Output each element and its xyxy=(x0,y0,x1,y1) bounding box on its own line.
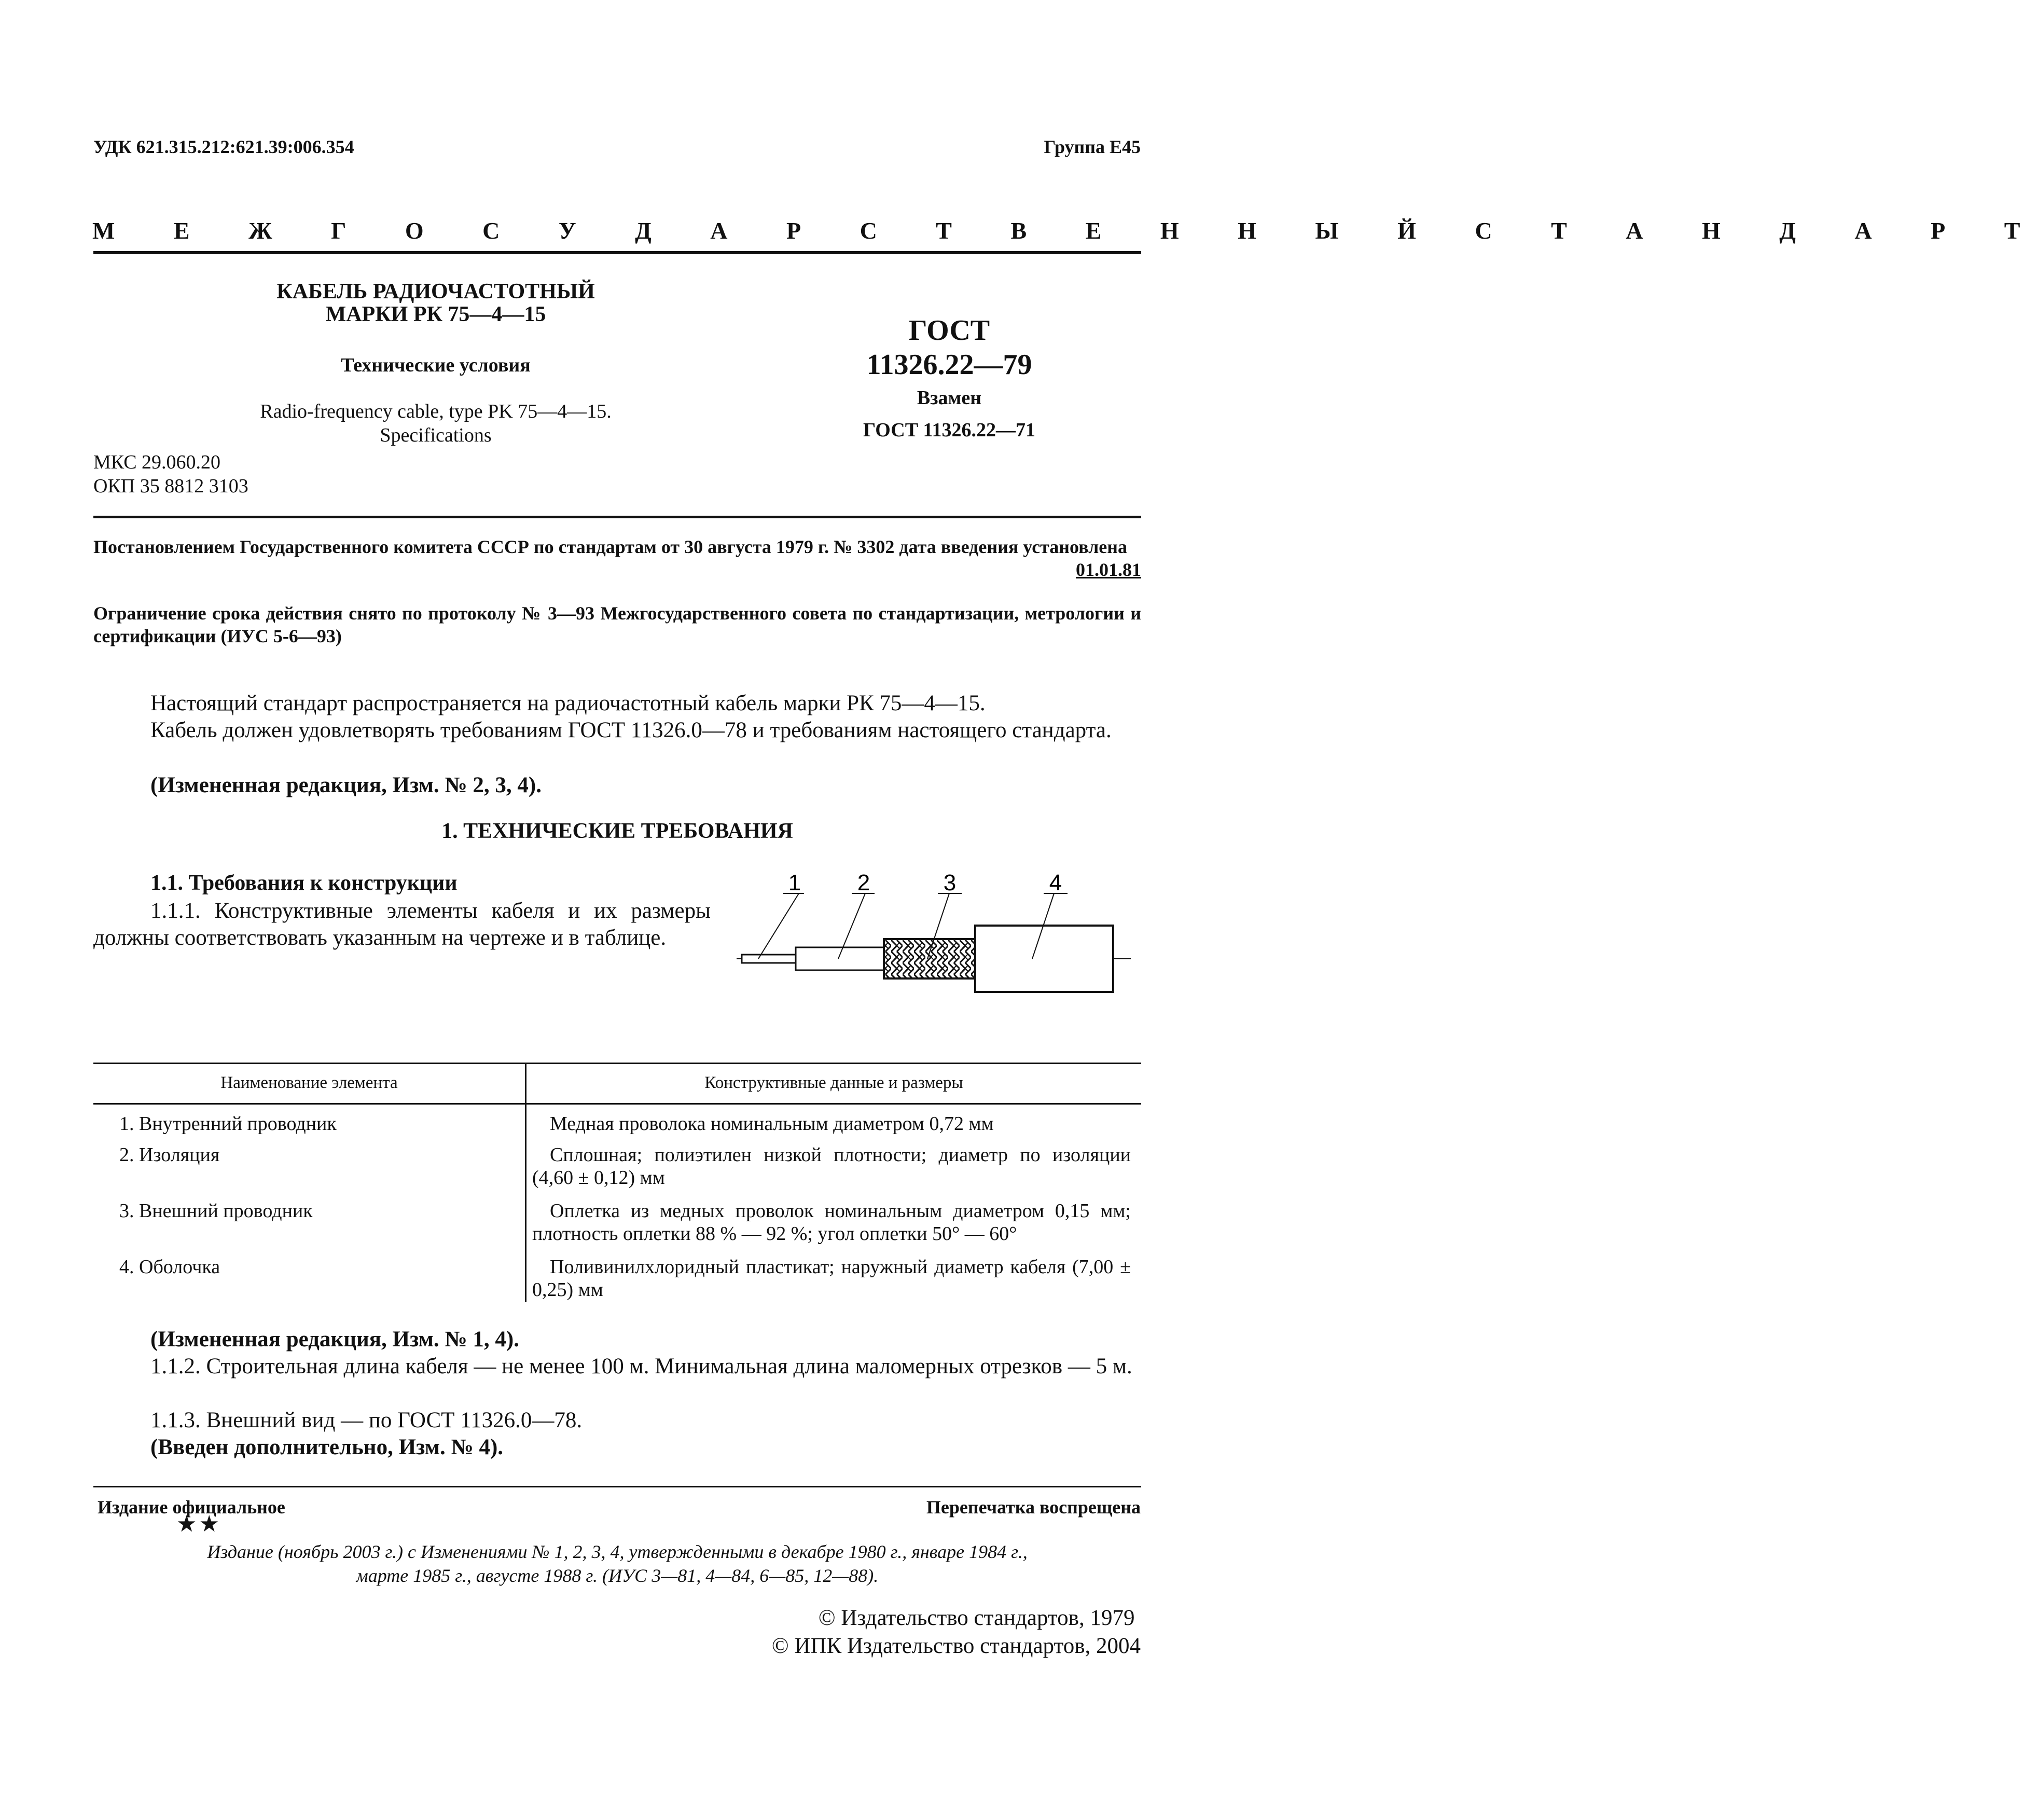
english-title xyxy=(218,399,654,447)
replaces-gost: ГОСТ 11326.22—71 xyxy=(863,419,1035,441)
cable-cross-section-drawing xyxy=(731,872,1136,1006)
copyright-1979: © Издательство стандартов, 1979 xyxy=(818,1606,1135,1630)
requirements-paragraph: Кабель должен удовлетворять требованиям ГОСТ 11326.0—78 и требованиям настоящего стандарта. xyxy=(150,718,1112,742)
table-header-element: Наименование элемента xyxy=(220,1073,398,1092)
copyright-block xyxy=(772,1604,1141,1660)
clause-1-1-3: 1.1.3. Внешний вид — по ГОСТ 11326.0—78. xyxy=(150,1408,583,1432)
adoption-resolution xyxy=(93,535,1141,580)
standard-type-heading: М Е Ж Г О С У Д А Р С Т В Е Н Н Ы Й С Т А Н Д А Р Т xyxy=(92,217,2037,244)
table-row-4-data: Поливинилхлоридный пластикат; наружный диаметр кабеля (7,00 ± 0,25) мм xyxy=(532,1256,1131,1301)
adoption-text: Постановлением Государственного комитета СССР по стандартам от 30 августа 1979 г. № 3302 дата введения установлена xyxy=(93,536,1128,557)
title-line-1: КАБЕЛЬ РАДИОЧАСТОТНЫЙ xyxy=(276,280,595,304)
official-edition-label: Издание официальное xyxy=(98,1497,285,1518)
top-rule xyxy=(93,251,1141,254)
insulation-shape xyxy=(796,947,884,970)
section-heading-1: 1. ТЕХНИЧЕСКИЕ ТРЕБОВАНИЯ xyxy=(441,819,793,843)
edition-line-2: марте 1985 г., августе 1988 г. (ИУС 3—81, 4—84, 6—85, 12—88). xyxy=(356,1565,879,1586)
gost-number: 11326.22—79 xyxy=(866,349,1032,381)
udk-code: УДК 621.315.212:621.39:006.354 xyxy=(93,136,354,157)
subsection-heading-1-1: 1.1. Требования к конструкции xyxy=(150,871,458,895)
english-title-line-1: Radio-frequency cable, type PK 75—4—15. xyxy=(260,401,612,422)
table-row-1-data: Медная проволока номинальным диаметром 0,72 мм xyxy=(550,1113,994,1135)
construction-table xyxy=(93,1063,1141,1317)
english-title-line-2: Specifications xyxy=(380,424,492,446)
edition-line-1: Издание (ноябрь 2003 г.) с Изменениями № 1, 2, 3, 4, утвержденными в декабре 1980 г., январе 1984 г., xyxy=(207,1541,1028,1562)
table-row-3-data: Оплетка из медных проволок номинальным диаметром 0,15 мм; плотность оплетки 88 % — 92 %; угол оплетки 50° — 60° xyxy=(532,1200,1131,1245)
document-subtitle: Технические условия xyxy=(341,354,531,376)
edition-info xyxy=(93,1540,1141,1588)
validity-limitation: Ограничение срока действия снято по протоколу № 3—93 Межгосударственного совета по стандартизации, метрологии и сертификации (ИУС 5-6—93) xyxy=(93,603,1141,646)
adoption-date: 01.01.81 xyxy=(1076,559,1141,580)
inner-conductor-shape xyxy=(742,955,796,963)
drawing-label-2: 2 xyxy=(857,870,870,895)
stars-mark: ★★ xyxy=(176,1511,221,1537)
gost-designation xyxy=(814,313,1084,446)
copyright-2004: © ИПК Издательство стандартов, 2004 xyxy=(771,1634,1141,1658)
added-note: (Введен дополнительно, Изм. № 4). xyxy=(150,1435,504,1459)
scope-paragraph: Настоящий стандарт распространяется на радиочастотный кабель марки РК 75—4—15. xyxy=(150,691,986,715)
jacket-shape xyxy=(975,926,1113,992)
drawing-label-1: 1 xyxy=(788,870,801,895)
table-row-2-data: Сплошная; полиэтилен низкой плотности; диаметр по изоляции (4,60 ± 0,12) мм xyxy=(532,1144,1131,1189)
title-line-2: МАРКИ РК 75—4—15 xyxy=(325,302,546,326)
table-row-3-element: 3. Внешний проводник xyxy=(119,1200,313,1222)
drawing-label-4: 4 xyxy=(1049,870,1062,895)
table-header-rule xyxy=(93,1103,1141,1105)
document-title xyxy=(259,280,612,326)
reprint-prohibited-label: Перепечатка воспрещена xyxy=(926,1497,1141,1518)
table-header-data: Конструктивные данные и размеры xyxy=(704,1073,963,1092)
classification-codes xyxy=(93,450,248,498)
gost-label: ГОСТ xyxy=(908,314,990,347)
okp-code: ОКП 35 8812 3103 xyxy=(93,475,248,497)
mks-code: МКС 29.060.20 xyxy=(93,451,221,473)
drawing-label-3: 3 xyxy=(943,870,957,895)
table-row-2-element: 2. Изоляция xyxy=(119,1144,220,1166)
replaces-label: Взамен xyxy=(917,387,982,409)
table-row-4-element: 4. Оболочка xyxy=(119,1256,220,1278)
table-row-1-element: 1. Внутренний проводник xyxy=(119,1113,337,1135)
outer-conductor-shape xyxy=(884,939,975,978)
change-note-1: (Измененная редакция, Изм. № 2, 3, 4). xyxy=(150,773,542,797)
clause-1-1-1: 1.1.1. Конструктивные элементы кабеля и их размеры должны соответствовать указанным на чертеже и в таблице. xyxy=(93,899,711,950)
footer-rule xyxy=(93,1486,1141,1487)
group-code: Группа Е45 xyxy=(1044,136,1141,157)
change-note-2: (Измененная редакция, Изм. № 1, 4). xyxy=(150,1327,519,1352)
header-rule xyxy=(93,516,1141,518)
clause-1-1-2: 1.1.2. Строительная длина кабеля — не менее 100 м. Минимальная длина маломерных отрезков — 5 м. xyxy=(150,1354,1132,1378)
